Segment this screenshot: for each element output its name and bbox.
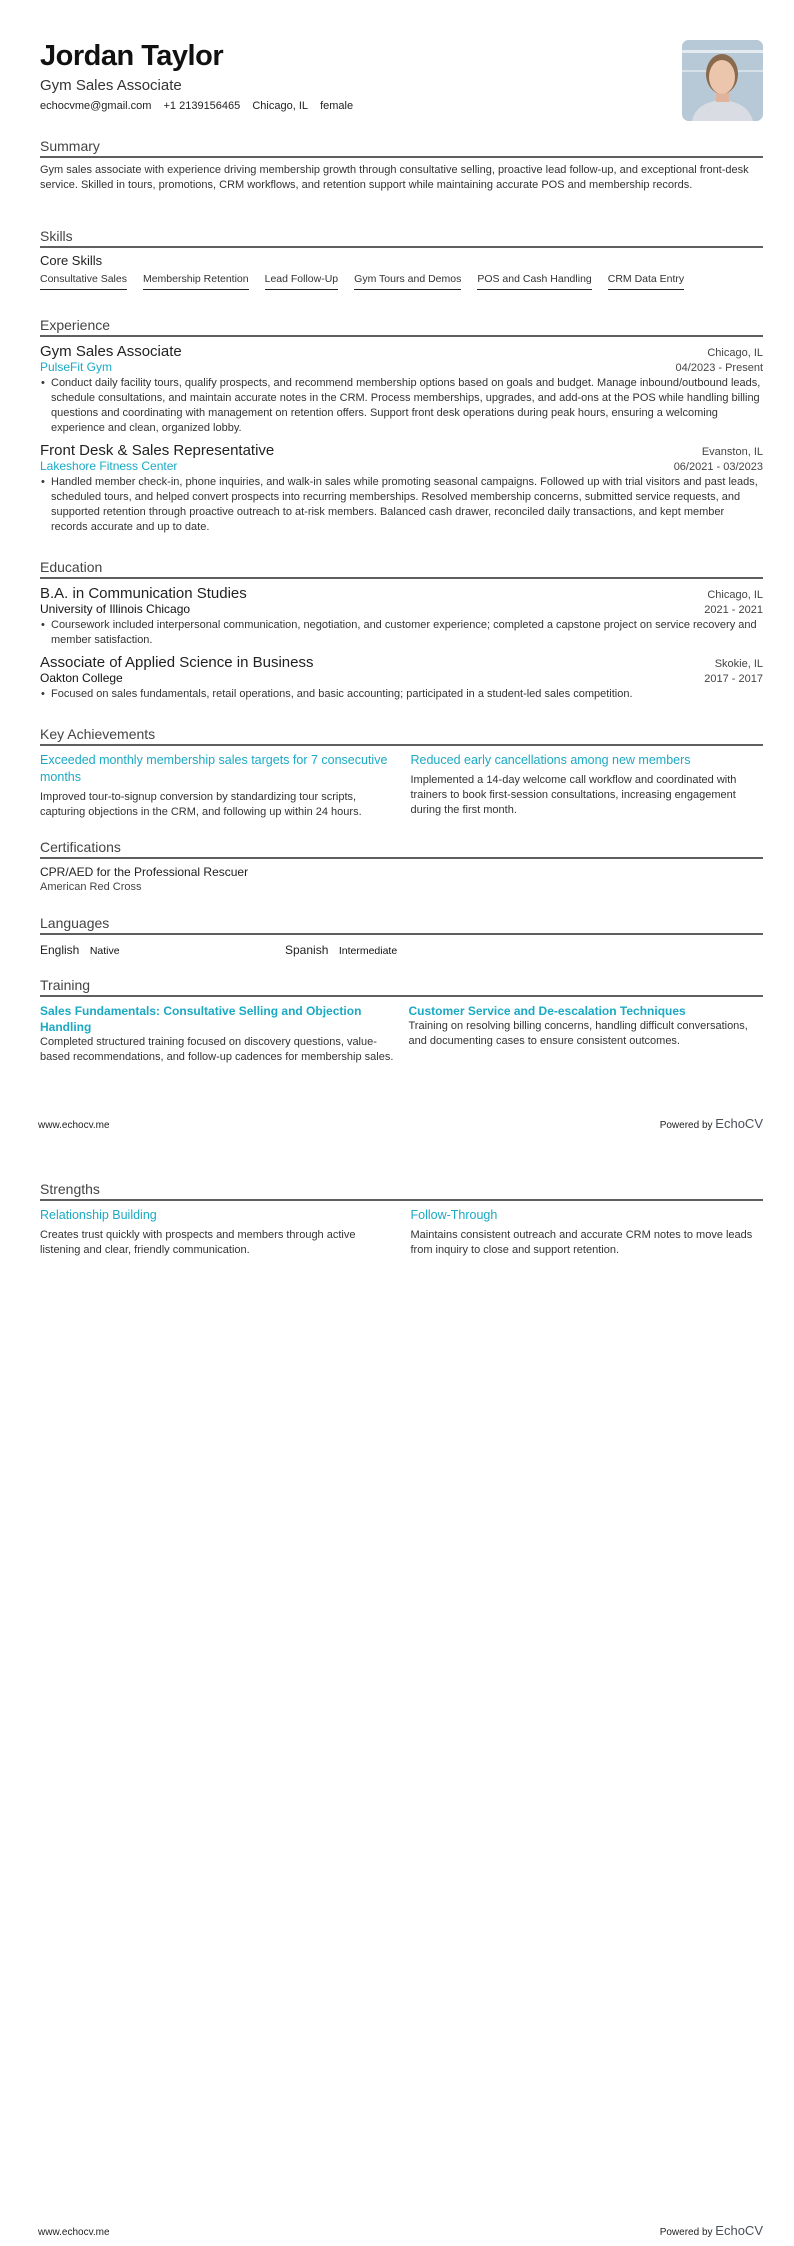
summary-section <box>40 138 763 193</box>
cert-issuer: American Red Cross <box>40 881 142 893</box>
skill-group-title: Core Skills <box>40 253 103 268</box>
skills-section <box>40 228 763 290</box>
footer-site-link[interactable]: www.echocv.me <box>38 1120 110 1131</box>
training-section <box>40 977 763 1065</box>
skill-item: Lead Follow-Up <box>265 273 339 290</box>
section-heading: Certifications <box>40 839 763 859</box>
school-name: University of Illinois Chicago <box>40 602 191 616</box>
summary-text: Gym sales associate with experience driving membership growth through consultative selling, proactive lead follow-up, and exceptional front-desk service. Skilled in tours, promotions, CRM workflows, and retention support while maintaining accurate POS and membership records. <box>40 164 749 191</box>
training-title: Customer Service and De-escalation Techniques <box>408 1004 686 1018</box>
achievement-text: Improved tour-to-signup conversion by standardizing tour scripts, capturing objections in the CRM, and following up within 24 hours. <box>40 791 362 818</box>
education-item <box>40 585 763 648</box>
achievement-title: Reduced early cancellations among new members <box>410 753 691 767</box>
edu-location: Skokie, IL <box>714 658 763 670</box>
brand-logo[interactable]: EchoCV <box>715 1116 763 1131</box>
job-dates: 04/2023 - Present <box>675 362 763 374</box>
training-item <box>40 1003 395 1065</box>
page-footer <box>38 2223 763 2238</box>
job-bullet: • Handled member check-in, phone inquiries, and walk-in sales while promoting seasonal campaigns. Followed up with trial visitors and past leads, scheduled tours, and helped convert prospects into recurring memberships. Resolved membership concerns, submitted service requests, and supported retention through proactive outreach to at-risk members. Balanced cash drawer, reconciled daily transactions, and kept member records accurate and up to date. <box>40 475 763 535</box>
section-heading: Education <box>40 559 763 579</box>
strength-item <box>411 1207 764 1258</box>
language-name: English <box>40 943 80 957</box>
page-footer <box>38 1116 763 1131</box>
job-location: Chicago, IL <box>707 347 763 359</box>
job-role: Front Desk & Sales Representative <box>40 442 275 459</box>
brand-logo[interactable]: EchoCV <box>715 2223 763 2238</box>
section-heading: Languages <box>40 915 763 935</box>
education-item <box>40 654 763 702</box>
location: Chicago, IL <box>252 100 308 112</box>
language-level: Intermediate <box>338 945 398 957</box>
skill-item: CRM Data Entry <box>608 273 684 290</box>
strength-title: Follow-Through <box>410 1208 498 1222</box>
skill-item: Gym Tours and Demos <box>354 273 461 290</box>
achievement-item <box>40 752 393 820</box>
education-section <box>40 559 763 702</box>
experience-section <box>40 317 763 535</box>
section-heading: Strengths <box>40 1181 763 1201</box>
language-level: Native <box>89 945 120 957</box>
section-heading: Training <box>40 977 763 997</box>
school-name: Oakton College <box>40 671 123 685</box>
skill-item: POS and Cash Handling <box>477 273 591 290</box>
skill-list <box>40 273 763 290</box>
strength-item <box>40 1207 393 1258</box>
languages-section <box>40 915 763 959</box>
strength-title: Relationship Building <box>40 1208 157 1222</box>
candidate-title: Gym Sales Associate <box>40 77 182 94</box>
strength-text: Maintains consistent outreach and accurate CRM notes to move leads from inquiry to close and support retention. <box>410 1229 753 1256</box>
powered-by-label: Powered by <box>659 1120 713 1131</box>
company-name: PulseFit Gym <box>40 360 113 374</box>
training-text: Training on resolving billing concerns, handling difficult conversations, and documenting cases to ensure consistent outcomes. <box>408 1020 748 1047</box>
job-bullet: • Conduct daily facility tours, qualify prospects, and recommend membership options based on goals and budget. Manage inbound/outbound leads, schedule consultations, and maintain accurate notes in the CRM. Process memberships, upgrades, and add-ons at the POS while handling billing questions and coordinating with management on retention offers. Support front desk operations during peak hours, ensuring a welcoming experience and clean, organized lobby. <box>40 376 763 436</box>
edu-dates: 2021 - 2021 <box>704 604 763 616</box>
achievement-title: Exceeded monthly membership sales targets for 7 consecutive months <box>40 753 388 784</box>
language-item <box>40 941 285 959</box>
experience-item <box>40 442 763 535</box>
edu-bullet: • Focused on sales fundamentals, retail operations, and basic accounting; participated in a student-led sales competition. <box>40 687 763 702</box>
edu-dates: 2017 - 2017 <box>704 673 763 685</box>
experience-item <box>40 343 763 436</box>
language-item <box>285 941 397 959</box>
section-heading: Key Achievements <box>40 726 763 746</box>
training-text: Completed structured training focused on discovery questions, value-based recommendations, and follow-up cadences for membership sales. <box>40 1036 394 1063</box>
contact-info <box>40 100 664 112</box>
candidate-name: Jordan Taylor <box>40 40 224 72</box>
edu-location: Chicago, IL <box>707 589 763 601</box>
job-location: Evanston, IL <box>701 446 763 458</box>
section-heading: Experience <box>40 317 763 337</box>
achievement-item <box>411 752 764 820</box>
language-name: Spanish <box>285 943 329 957</box>
profile-photo <box>682 40 763 121</box>
job-dates: 06/2021 - 03/2023 <box>673 461 763 473</box>
powered-by-label: Powered by <box>659 2227 713 2238</box>
phone[interactable]: +1 2139156465 <box>163 100 241 112</box>
section-heading: Skills <box>40 228 763 248</box>
skill-item: Consultative Sales <box>40 273 127 290</box>
strengths-section <box>40 1181 763 1258</box>
training-title: Sales Fundamentals: Consultative Selling and Objection Handling <box>40 1004 362 1034</box>
strength-text: Creates trust quickly with prospects and members through active listening and clear, friendly communication. <box>40 1229 356 1256</box>
resume-header <box>40 40 664 112</box>
achievement-text: Implemented a 14-day welcome call workflow and coordinated with trainers to book first-session consultations, increasing engagement during the first month. <box>410 774 737 816</box>
job-role: Gym Sales Associate <box>40 343 182 360</box>
degree: Associate of Applied Science in Business <box>40 654 314 671</box>
email[interactable]: echocvme@gmail.com <box>40 100 152 112</box>
achievements-section <box>40 726 763 820</box>
edu-bullet: • Coursework included interpersonal communication, negotiation, and customer experience; completed a capstone project on service recovery and member satisfaction. <box>40 618 763 648</box>
degree: B.A. in Communication Studies <box>40 585 247 602</box>
company-name: Lakeshore Fitness Center <box>40 459 178 473</box>
training-item <box>409 1003 764 1065</box>
cert-name: CPR/AED for the Professional Rescuer <box>40 865 249 879</box>
skill-item: Membership Retention <box>143 273 249 290</box>
certifications-section <box>40 839 763 893</box>
gender: female <box>320 100 354 112</box>
footer-site-link[interactable]: www.echocv.me <box>38 2227 110 2238</box>
section-heading: Summary <box>40 138 763 158</box>
